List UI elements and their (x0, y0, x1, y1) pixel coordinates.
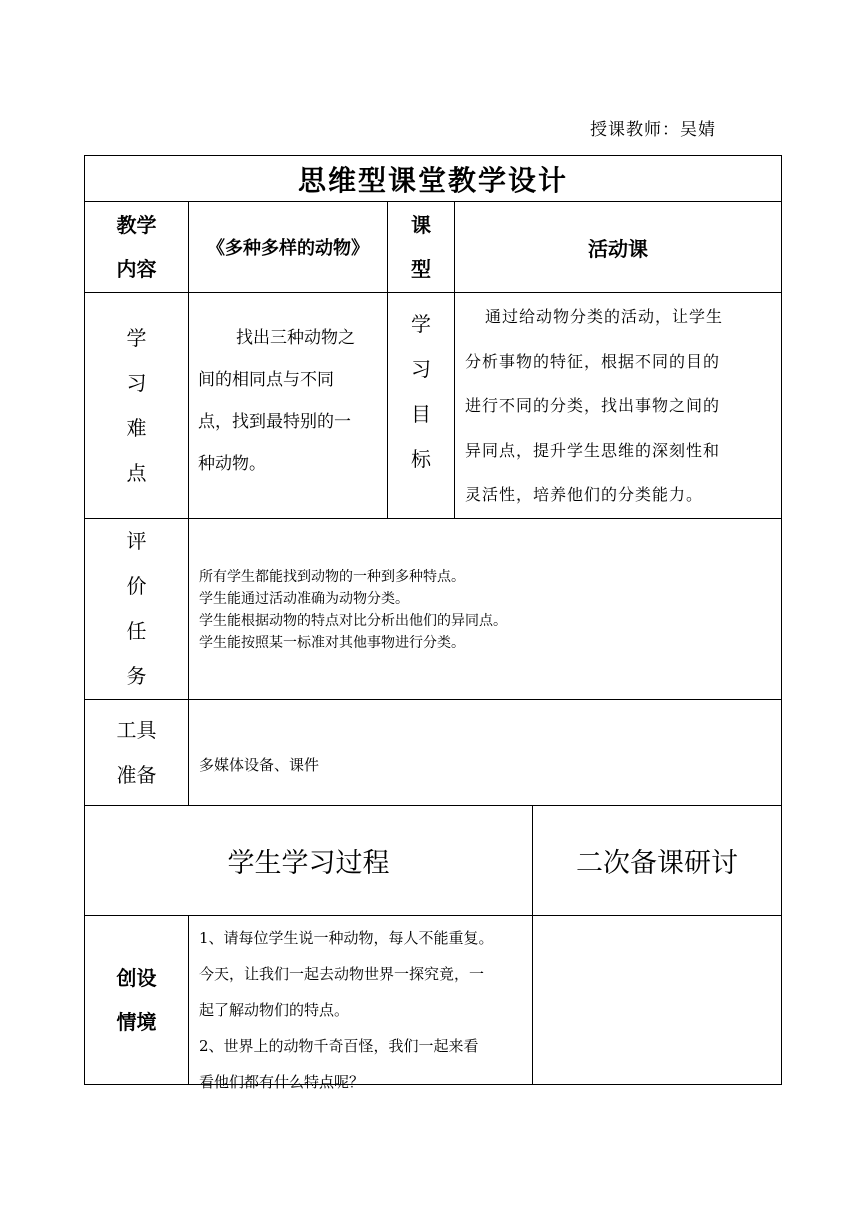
tools-label-cell (84, 699, 189, 806)
scenario-line: 2、世界上的动物千奇百怪，我们一起来看 (199, 1037, 479, 1055)
goal-label-char: 习 (411, 356, 431, 381)
scenario-line: 起了解动物们的特点。 (199, 1001, 350, 1019)
scenario-label-line: 创设 (116, 966, 157, 990)
content-label-line: 教学 (116, 213, 157, 237)
evaluation-label-cell (84, 518, 189, 700)
review-notes-cell[interactable] (532, 915, 782, 1085)
scenario-line: 今天，让我们一起去动物世界一探究竟，一 (199, 965, 485, 983)
goal-line: 异同点，提升学生思维的深刻性和 (465, 440, 721, 460)
difficulty-label-char: 学 (126, 325, 147, 350)
goal-line: 灵活性，培养他们的分类能力。 (465, 485, 704, 504)
goal-label-cell (387, 292, 455, 519)
review-heading: 二次备课研讨 (532, 805, 782, 916)
content-label-line: 内容 (116, 257, 157, 281)
content-label-cell (84, 201, 189, 293)
evaluation-label-char: 价 (126, 574, 147, 598)
scenario-line: 看他们都有什么特点呢？ (199, 1073, 365, 1091)
type-label-line: 型 (411, 257, 431, 281)
evaluation-task: 学生能通过活动准确为动物分类。 (199, 591, 409, 607)
difficulty-label-char: 点 (126, 460, 147, 485)
difficulty-label-cell (84, 292, 189, 519)
evaluation-label-char: 务 (126, 664, 147, 688)
goal-text (454, 292, 782, 519)
difficulty-line: 找出三种动物之 (236, 328, 355, 348)
evaluation-tasks (188, 518, 782, 700)
difficulty-text (188, 292, 388, 519)
difficulty-line: 种动物。 (198, 454, 266, 474)
scenario-line: 1、请每位学生说一种动物，每人不能重复。 (199, 929, 494, 947)
goal-label-char: 标 (411, 446, 431, 471)
tools-label-line: 工具 (116, 717, 157, 742)
evaluation-task: 学生能按照某一标准对其他事物进行分类。 (199, 635, 465, 651)
goal-label-char: 学 (411, 311, 431, 336)
tools-value: 多媒体设备、课件 (188, 699, 782, 806)
tools-label-line: 准备 (116, 762, 157, 787)
type-value: 活动课 (454, 201, 782, 293)
process-heading: 学生学习过程 (84, 805, 533, 916)
goal-line: 分析事物的特征，根据不同的目的 (465, 351, 721, 371)
goal-line: 进行不同的分类，找出事物之间的 (465, 396, 721, 415)
evaluation-label-char: 评 (126, 529, 147, 553)
type-label-line: 课 (411, 213, 431, 237)
difficulty-line: 间的相同点与不同 (198, 370, 334, 390)
evaluation-task: 所有学生都能找到动物的一种到多种特点。 (199, 569, 465, 585)
evaluation-label-char: 任 (126, 619, 147, 643)
difficulty-line: 点，找到最特别的一 (198, 412, 351, 432)
type-label-cell (387, 201, 455, 293)
goal-label-char: 目 (411, 401, 431, 426)
scenario-label-cell (84, 915, 189, 1085)
page-title: 思维型课堂教学设计 (84, 155, 782, 202)
scenario-text (188, 915, 533, 1091)
evaluation-task: 学生能根据动物的特点对比分析出他们的异同点。 (199, 613, 507, 629)
scenario-label-line: 情境 (116, 1010, 157, 1034)
difficulty-label-char: 习 (126, 370, 147, 395)
goal-line: 通过给动物分类的活动，让学生 (485, 307, 724, 326)
teacher-name: 授课教师：吴婧 (590, 120, 716, 140)
content-value: 《多种多样的动物》 (188, 201, 388, 293)
difficulty-label-char: 难 (126, 415, 147, 440)
